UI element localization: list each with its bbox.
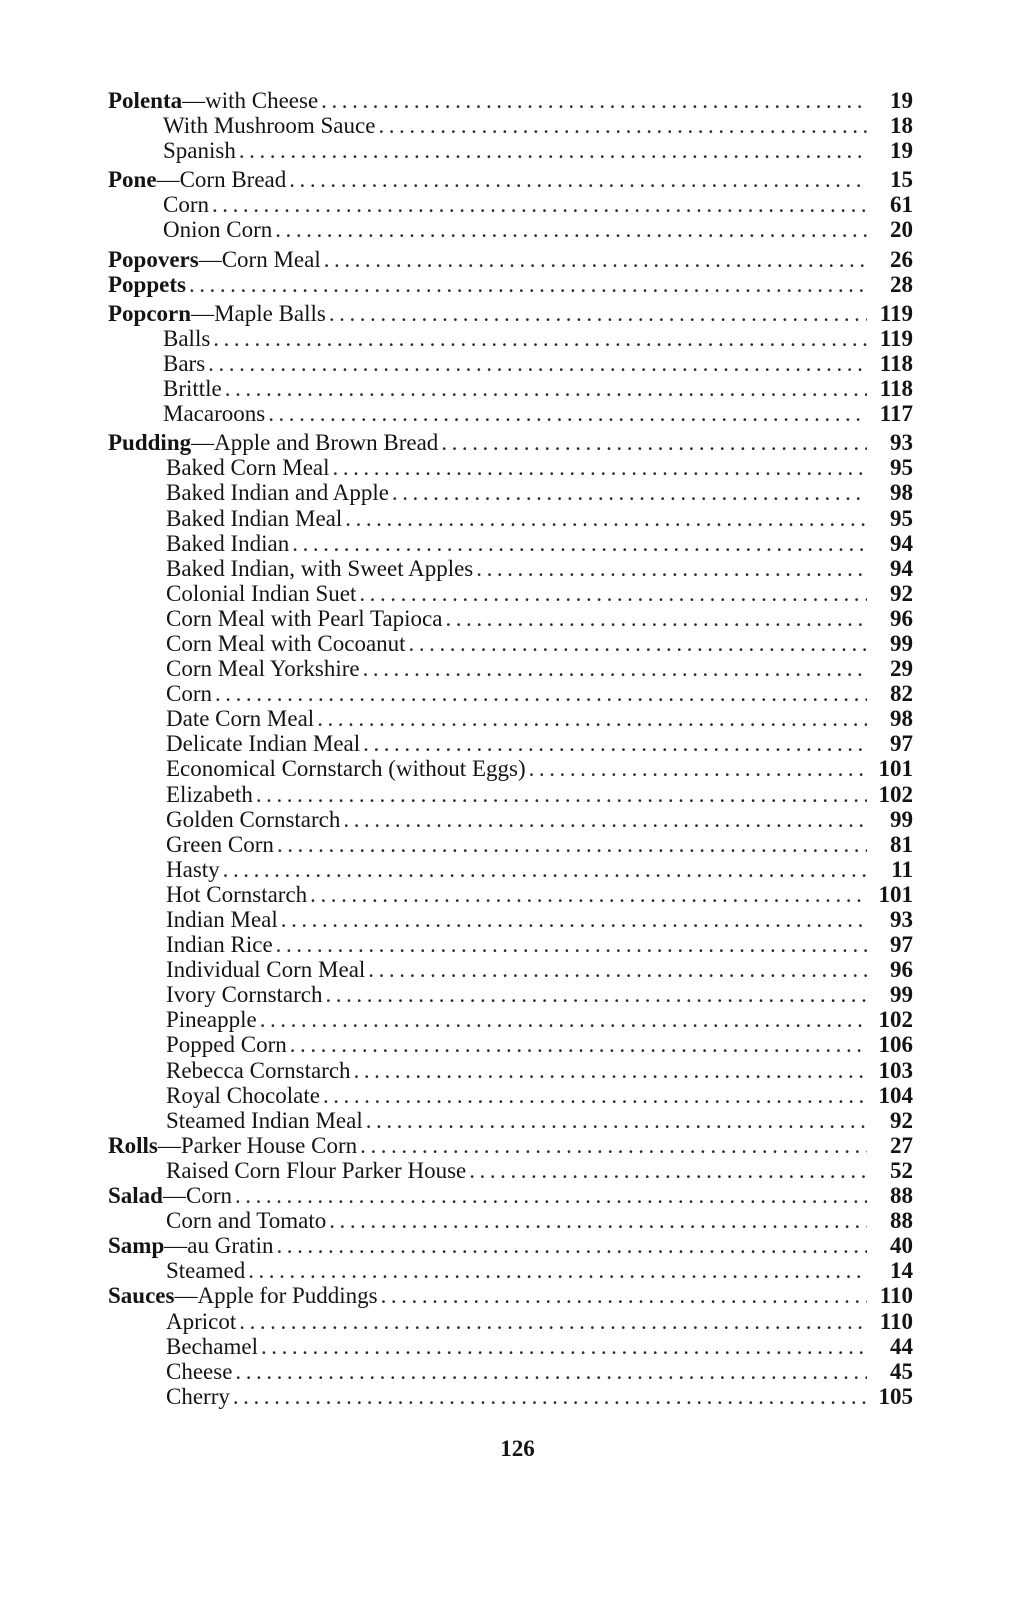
index-page-ref: 18 [890, 113, 913, 139]
index-entry-line [108, 455, 913, 480]
index-entry-line [108, 1032, 913, 1057]
dot-leader [363, 656, 867, 681]
index-page-ref: 92 [890, 1107, 913, 1133]
index-entry-label: Corn Meal Yorkshire [166, 656, 360, 682]
index-page-ref: 96 [890, 957, 913, 983]
index-entry [108, 506, 913, 531]
index-entry-label: Spanish [163, 138, 236, 164]
index-page-ref: 95 [890, 455, 913, 481]
dot-leader [329, 301, 867, 326]
index-entry-line [108, 88, 913, 113]
dot-leader [345, 506, 867, 531]
index-entry-line [108, 731, 913, 756]
index-page-ref: 119 [879, 325, 913, 351]
index-entry-line [108, 1058, 913, 1083]
index-entry [108, 1133, 913, 1158]
dot-leader [289, 167, 867, 192]
index-entry-line [108, 1007, 913, 1032]
index-page-ref: 104 [878, 1082, 913, 1108]
dot-leader [378, 113, 867, 138]
dot-leader [261, 1334, 867, 1359]
index-entry [108, 113, 913, 138]
dot-leader [409, 631, 867, 656]
dot-leader [233, 1384, 867, 1409]
index-entry [108, 581, 913, 606]
index-entry-line [108, 1384, 913, 1409]
dot-leader [276, 932, 867, 957]
em-dash-separator: — [162, 1183, 186, 1209]
index-entry-label: Balls [163, 325, 211, 351]
index-entry-label: Pineapple [166, 1007, 257, 1033]
index-page-ref: 99 [890, 630, 913, 656]
dot-leader [326, 982, 868, 1007]
index-page-ref: 82 [890, 681, 913, 707]
dot-leader [321, 88, 867, 113]
dot-leader [469, 1158, 867, 1183]
dot-leader [323, 1083, 867, 1108]
index-page-ref: 88 [890, 1208, 913, 1234]
index-entry-line [108, 351, 913, 376]
index-entry-line [108, 606, 913, 631]
index-heading: Sauces [108, 1283, 175, 1309]
index-entry [108, 932, 913, 957]
dot-leader [235, 1183, 867, 1208]
dot-leader [360, 1133, 867, 1158]
index-entry-line [108, 113, 913, 138]
dot-leader [366, 1108, 867, 1133]
index-page-ref: 101 [878, 756, 913, 782]
index-page-ref: 98 [890, 706, 913, 732]
index-entry-line [108, 1334, 913, 1359]
index-entry [108, 656, 913, 681]
index-entry-line [108, 480, 913, 505]
index-entry [108, 1208, 913, 1233]
index-entry [108, 782, 913, 807]
dot-leader [239, 1309, 867, 1334]
index-entry [108, 531, 913, 556]
dot-leader [225, 376, 867, 401]
index-entry-line [108, 192, 913, 217]
dot-leader [277, 832, 867, 857]
index-entry [108, 1309, 913, 1334]
index-entry-line [108, 807, 913, 832]
index-page-ref: 44 [890, 1333, 913, 1359]
dot-leader [239, 138, 867, 163]
index-entry [108, 192, 913, 217]
index-page-ref: 97 [890, 932, 913, 958]
index-page-ref: 26 [890, 246, 913, 272]
dot-leader [324, 247, 867, 272]
index-page-ref: 97 [890, 731, 913, 757]
dot-leader [333, 455, 867, 480]
dot-leader [441, 430, 867, 455]
index-entry [108, 1183, 913, 1208]
index-entry-line [108, 1158, 913, 1183]
index-page-ref: 103 [878, 1057, 913, 1083]
dot-leader [276, 1233, 867, 1258]
index-page-ref: 102 [878, 1007, 913, 1033]
index-entry [108, 756, 913, 781]
index-entry [108, 807, 913, 832]
index-entry [108, 167, 913, 192]
index-entry-label: Hot Cornstarch [166, 881, 308, 907]
index-entry [108, 430, 913, 455]
index-entry-label: Corn and Tomato [166, 1208, 327, 1234]
index-entry-label: Macaroons [163, 401, 266, 427]
index-entry-label: Date Corn Meal [166, 706, 315, 732]
index-entry-line [108, 556, 913, 581]
index-entry-label: Bars [163, 350, 206, 376]
index-entry-label: Elizabeth [166, 781, 253, 807]
index-entry [108, 1334, 913, 1359]
index-entry [108, 706, 913, 731]
index-entry-line [108, 401, 913, 426]
index-page-ref: 94 [890, 555, 913, 581]
index-entry-label: Onion Corn [163, 217, 273, 243]
index-page-ref: 61 [890, 192, 913, 218]
index-page-ref: 14 [890, 1258, 913, 1284]
dot-leader [359, 581, 867, 606]
index-entry-label: Corn Meal with Pearl Tapioca [166, 605, 443, 631]
index-entry-line [108, 957, 913, 982]
index-page-ref: 93 [890, 907, 913, 932]
index-entry-line [108, 1208, 913, 1233]
index-entry-line [108, 247, 913, 272]
index-entry [108, 217, 913, 242]
index-entry-line [108, 932, 913, 957]
index-entry-label: Corn [185, 1183, 232, 1209]
dot-leader [223, 857, 867, 882]
index-entry-label: Maple Balls [214, 300, 326, 326]
index-page-ref: 118 [879, 376, 913, 402]
em-dash-separator: — [164, 1233, 188, 1259]
index-entry-line [108, 272, 913, 297]
dot-leader [248, 1258, 867, 1283]
dot-leader [268, 401, 867, 426]
index-entry-label: Baked Indian and Apple [166, 480, 389, 506]
em-dash-separator: — [191, 430, 215, 456]
dot-leader [445, 606, 867, 631]
index-entry-line [108, 706, 913, 731]
index-entry-label: Steamed Indian Meal [166, 1107, 363, 1133]
index-page-ref: 96 [890, 605, 913, 631]
index-entry-label: Ivory Cornstarch [166, 982, 323, 1008]
dot-leader [381, 1283, 867, 1308]
index-entry-line [108, 782, 913, 807]
index-entry-label: Corn Meal [221, 246, 321, 272]
index-entry-label: with Cheese [205, 88, 319, 113]
index-page-ref: 110 [879, 1308, 913, 1334]
em-dash-separator: — [174, 1283, 198, 1309]
em-dash-separator: — [157, 1132, 181, 1158]
index-entry-label: Baked Indian Meal [166, 505, 343, 531]
index-page-ref: 95 [890, 505, 913, 531]
index-entry-line [108, 1283, 913, 1308]
index-entry [108, 1384, 913, 1409]
index-page-ref: 94 [890, 530, 913, 556]
dot-leader [235, 1359, 867, 1384]
dot-leader [212, 192, 867, 217]
index-entry [108, 326, 913, 351]
index-entry-label: Hasty [166, 856, 220, 882]
dot-leader [275, 217, 867, 242]
index-entry-line [108, 506, 913, 531]
index-page-ref: 52 [890, 1157, 913, 1183]
em-dash-separator: — [156, 167, 180, 193]
index-entry-label: Baked Indian, with Sweet Apples [166, 555, 474, 581]
index-entry-line [108, 907, 913, 932]
index-entry-line [108, 217, 913, 242]
index-entry [108, 832, 913, 857]
index-entry [108, 681, 913, 706]
recipe-index-list [108, 88, 913, 1409]
index-entry [108, 1233, 913, 1258]
dot-leader [368, 957, 867, 982]
index-entry [108, 882, 913, 907]
index-entry-line [108, 326, 913, 351]
index-page-ref: 11 [891, 856, 913, 882]
index-entry-line [108, 1233, 913, 1258]
dot-leader [213, 326, 867, 351]
index-page-ref: 19 [890, 138, 913, 164]
index-entry-label: Apple and Brown Bread [214, 430, 439, 456]
index-entry-label: Delicate Indian Meal [166, 731, 361, 757]
index-heading: Salad [108, 1183, 163, 1209]
index-entry-label: Brittle [163, 376, 222, 402]
index-entry-label: Indian Meal [166, 907, 278, 932]
index-entry-line [108, 1133, 913, 1158]
index-entry [108, 857, 913, 882]
dot-leader [310, 882, 867, 907]
index-entry [108, 606, 913, 631]
index-entry [108, 907, 913, 932]
index-page-ref: 119 [879, 300, 913, 326]
index-entry-label: Green Corn [166, 831, 274, 857]
index-heading: Rolls [108, 1132, 158, 1158]
index-entry [108, 301, 913, 326]
index-entry-line [108, 681, 913, 706]
index-entry-line [108, 1359, 913, 1384]
index-page-ref: 93 [890, 430, 913, 456]
index-entry-line [108, 656, 913, 681]
index-entry-line [108, 882, 913, 907]
index-page-ref: 19 [890, 88, 913, 113]
index-page-ref: 92 [890, 580, 913, 606]
index-entry-label: Cherry [166, 1383, 230, 1409]
index-page-ref: 105 [878, 1383, 913, 1409]
index-entry-label: Individual Corn Meal [166, 957, 366, 983]
index-entry [108, 88, 913, 113]
index-entry [108, 1007, 913, 1032]
index-page-ref: 98 [890, 480, 913, 506]
index-entry-label: Colonial Indian Suet [166, 580, 357, 606]
index-entry [108, 1032, 913, 1057]
index-heading: Poppets [108, 271, 186, 297]
index-entry [108, 1083, 913, 1108]
index-page-ref: 28 [890, 271, 913, 297]
index-page-ref: 88 [890, 1183, 913, 1209]
index-heading: Popcorn [108, 300, 192, 326]
index-entry [108, 455, 913, 480]
index-entry [108, 1058, 913, 1083]
dot-leader [215, 681, 867, 706]
dot-leader [290, 1032, 867, 1057]
index-entry-label: Economical Cornstarch (without Eggs) [166, 756, 526, 782]
index-entry-label: au Gratin [187, 1233, 274, 1259]
index-entry-label: Apricot [166, 1308, 237, 1334]
index-entry-line [108, 1108, 913, 1133]
index-entry-label: Royal Chocolate [166, 1082, 320, 1108]
index-entry-label: Indian Rice [166, 932, 273, 958]
index-entry-line [108, 376, 913, 401]
index-entry-label: Steamed [166, 1258, 246, 1284]
index-heading: Popovers [108, 246, 199, 272]
dot-leader [292, 531, 867, 556]
index-page-ref: 27 [890, 1132, 913, 1158]
index-page-ref: 106 [878, 1032, 913, 1058]
index-page-ref: 99 [890, 806, 913, 832]
index-heading: Pone [108, 167, 157, 193]
index-entry [108, 556, 913, 581]
index-entry-label: Bechamel [166, 1333, 258, 1359]
em-dash-separator: — [182, 88, 206, 113]
index-entry-label: Corn Meal with Cocoanut [166, 630, 406, 656]
index-entry [108, 631, 913, 656]
index-page-ref: 117 [879, 401, 913, 427]
index-page-ref: 45 [890, 1358, 913, 1384]
index-heading: Pudding [108, 430, 192, 456]
index-entry-label: With Mushroom Sauce [163, 113, 376, 139]
index-entry-label: Raised Corn Flour Parker House [166, 1157, 467, 1183]
index-entry-line [108, 167, 913, 192]
dot-leader [476, 556, 867, 581]
page-number: 126 [500, 1436, 535, 1461]
em-dash-separator: — [198, 246, 222, 272]
index-entry-label: Corn [166, 681, 212, 707]
index-heading: Polenta [108, 88, 183, 113]
index-entry-label: Parker House Corn [180, 1132, 358, 1158]
index-page-ref: 99 [890, 982, 913, 1008]
index-entry-line [108, 631, 913, 656]
index-entry-line [108, 982, 913, 1007]
index-entry [108, 1158, 913, 1183]
index-page-ref: 15 [890, 167, 913, 193]
index-entry [108, 480, 913, 505]
index-entry-line [108, 1258, 913, 1283]
dot-leader [208, 351, 867, 376]
dot-leader [392, 480, 867, 505]
index-entry-label: Cheese [166, 1358, 233, 1384]
dot-leader [529, 756, 867, 781]
index-entry [108, 272, 913, 297]
index-page-ref: 110 [879, 1283, 913, 1309]
index-page-ref: 81 [890, 831, 913, 857]
index-page-ref: 29 [890, 656, 913, 682]
index-page-ref: 40 [890, 1233, 913, 1259]
index-entry [108, 138, 913, 163]
dot-leader [343, 807, 867, 832]
index-entry-label: Popped Corn [166, 1032, 287, 1058]
dot-leader [189, 272, 867, 297]
index-entry-line [108, 1183, 913, 1208]
index-entry-label: Baked Corn Meal [166, 455, 330, 481]
index-entry-line [108, 430, 913, 455]
index-entry [108, 957, 913, 982]
index-entry-line [108, 1083, 913, 1108]
index-heading: Samp [108, 1233, 165, 1259]
index-entry [108, 376, 913, 401]
dot-leader [281, 907, 867, 932]
index-entry-label: Golden Cornstarch [166, 806, 341, 832]
dot-leader [363, 731, 867, 756]
index-entry [108, 401, 913, 426]
dot-leader [317, 706, 867, 731]
index-entry-label: Corn [163, 192, 209, 218]
index-entry [108, 1283, 913, 1308]
index-page-ref: 20 [890, 217, 913, 243]
index-entry-line [108, 1309, 913, 1334]
index-entry [108, 247, 913, 272]
dot-leader [354, 1058, 867, 1083]
index-entry-line [108, 531, 913, 556]
index-entry-line [108, 581, 913, 606]
index-entry [108, 731, 913, 756]
index-entry-line [108, 857, 913, 882]
index-entry-label: Baked Indian [166, 530, 290, 556]
em-dash-separator: — [191, 300, 215, 326]
index-entry-line [108, 301, 913, 326]
index-entry-label: Rebecca Cornstarch [166, 1057, 351, 1083]
dot-leader [329, 1208, 867, 1233]
dot-leader [256, 782, 867, 807]
index-entry [108, 351, 913, 376]
index-entry-label: Corn Bread [179, 167, 287, 193]
index-entry-label: Apple for Puddings [197, 1283, 378, 1309]
index-entry-line [108, 832, 913, 857]
index-page-ref: 102 [878, 781, 913, 807]
dot-leader [260, 1007, 867, 1032]
index-entry-line [108, 756, 913, 781]
index-page-ref: 118 [879, 350, 913, 376]
index-entry [108, 1258, 913, 1283]
index-entry [108, 982, 913, 1007]
index-entry [108, 1359, 913, 1384]
index-page-ref: 101 [878, 881, 913, 907]
index-entry-line [108, 138, 913, 163]
index-entry [108, 1108, 913, 1133]
